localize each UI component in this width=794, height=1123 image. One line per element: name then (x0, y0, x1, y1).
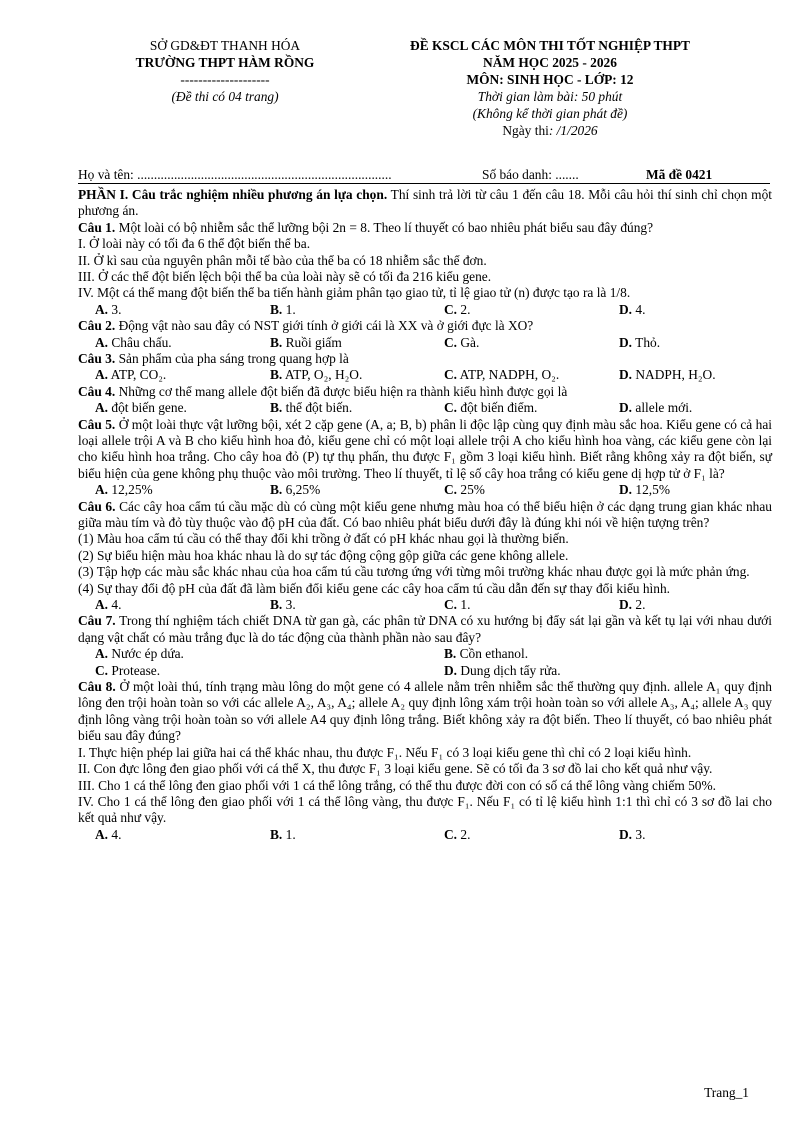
question-1 (78, 220, 772, 236)
statement: I. Thực hiện phép lai giữa hai cá thể khác nhau, thu được F₁. Nếu F₁ có 3 loại kiểu gene thì chỉ có 2 loại kiểu hình. (78, 744, 692, 760)
option-key: D. (444, 662, 458, 678)
option-text: Protease. (108, 662, 161, 678)
options-row (78, 335, 772, 351)
option (95, 335, 172, 351)
option (444, 482, 485, 498)
question-label: Câu 1. (78, 219, 116, 235)
option (619, 597, 645, 613)
part-instruction: Thí sinh trả lời từ câu 1 đến câu 18. Mỗi câu hỏi thí sinh chỉ chọn một phương án. (78, 187, 772, 219)
options-row (78, 367, 772, 383)
question-4 (78, 384, 772, 400)
option-key: A. (95, 482, 109, 498)
question-label: Câu 5. (78, 416, 116, 432)
option (444, 302, 470, 318)
header-dashes: -------------------- (180, 72, 270, 87)
questions-content (78, 187, 772, 843)
option-key: C. (444, 301, 458, 317)
option-text: 2. (632, 597, 646, 613)
options-row (78, 663, 772, 679)
statement: (1) Màu hoa cẩm tú cầu có thể thay đổi khi trồng ở đất có pH khác nhau gọi là thường biến. (78, 531, 569, 547)
option-text: 12,25% (108, 482, 153, 498)
option-text: 3. (108, 301, 122, 317)
option (619, 302, 645, 318)
id-field: Số báo danh: ....... (482, 167, 579, 182)
options-row (78, 646, 772, 662)
option-key: B. (270, 301, 283, 317)
option (444, 827, 470, 843)
option-text: 3. (632, 826, 646, 842)
options-row (78, 482, 772, 498)
option-text: allele mới. (632, 400, 693, 416)
option (95, 663, 160, 679)
options-row (78, 597, 772, 613)
option (95, 302, 121, 318)
page-footer: Trang_1 (704, 1085, 749, 1100)
school-name: TRƯỜNG THPT HÀM RỒNG (135, 55, 315, 70)
option-key: A. (95, 646, 109, 662)
option-key: B. (270, 482, 283, 498)
option-text: 2. (457, 301, 471, 317)
option-text: Nước ép dứa. (108, 646, 184, 662)
statement: (4) Sự thay đổi độ pH của đất đã làm biến đổi kiểu gene các cây hoa cẩm tú cầu dẫn đến sự thay đổi kiểu hình. (78, 580, 670, 596)
option (95, 827, 121, 843)
option-text: Châu chấu. (108, 334, 172, 350)
option-text: 1. (282, 301, 296, 317)
option-key: A. (95, 597, 109, 613)
option-key: D. (619, 826, 633, 842)
option-key: C. (444, 482, 458, 498)
option (95, 597, 121, 613)
option (270, 335, 342, 351)
question-text: Các cây hoa cẩm tú cầu mặc dù có cùng một kiểu gene nhưng màu hoa có thể biểu hiện ở các dạng trung gian khác nhau giữa màu tím và đỏ tùy thuộc vào độ pH của đất. Có bao nhiêu phát biểu dưới đây là đúng khi nói về hiện tượng trên? (78, 498, 772, 531)
option-text: 6,25% (282, 482, 321, 498)
option-text: đột biến gene. (108, 400, 187, 416)
school-year: NĂM HỌC 2025 - 2026 (483, 55, 617, 70)
question-label: Câu 3. (78, 351, 116, 367)
option-key: D. (619, 367, 633, 383)
part-heading (78, 187, 772, 220)
statement: IV. Cho 1 cá thể lông đen giao phối với 1 cá thể lông vàng, thu được F₁. Nếu F₁ có tỉ lệ kiểu hình 1:1 thì chỉ có 3 sơ đồ lai cho kết quả như vậy. (78, 793, 772, 826)
question-label: Câu 8. (78, 679, 116, 695)
option-text: Ruồi giấm (282, 334, 342, 350)
option-text: 12,5% (632, 482, 670, 498)
question-label: Câu 6. (78, 498, 116, 514)
option (444, 367, 559, 383)
statement: III. Cho 1 cá thể lông đen giao phối với 1 cá thể lông trắng, có thể thu được đời con có số cá thể lông vàng chiếm 50%. (78, 777, 716, 793)
exam-title: ĐỀ KSCL CÁC MÔN THI TỐT NGHIỆP THPT (410, 38, 690, 53)
option (444, 663, 561, 679)
question-3 (78, 351, 772, 367)
option-key: D. (619, 334, 633, 350)
statement: II. Ở kì sau của nguyên phân mỗi tế bào của thể ba có 18 nhiễm sắc thể đơn. (78, 252, 487, 268)
exam-date-value: : /1/2026 (548, 123, 598, 138)
option-text: đột biến điểm. (457, 400, 538, 416)
header-left (100, 37, 350, 105)
student-info-line (78, 166, 770, 183)
question-text: Một loài có bộ nhiễm sắc thể lưỡng bội 2n = 8. Theo lí thuyết có bao nhiêu phát biểu sau đây đúng? (115, 219, 654, 235)
option-text: 2. (457, 826, 471, 842)
header-divider (78, 183, 770, 184)
option-text: Gà. (457, 334, 480, 350)
option-key: A. (95, 301, 109, 317)
exam-code: Mã đề 0421 (646, 167, 713, 182)
option (95, 482, 153, 498)
option-key: D. (619, 482, 633, 498)
department-name: SỞ GD&ĐT THANH HÓA (149, 38, 301, 53)
statement: (2) Sự biểu hiện màu hoa khác nhau là do sự tác động cộng gộp giữa các gene không allele. (78, 547, 569, 563)
question-5 (78, 417, 772, 483)
name-field: Họ và tên: ............................................................................ (78, 167, 392, 182)
option (619, 827, 645, 843)
option-key: B. (270, 334, 283, 350)
option (270, 302, 296, 318)
options-row (78, 400, 772, 416)
question-2 (78, 318, 772, 334)
option-key: B. (444, 646, 457, 662)
header-right (364, 37, 736, 139)
option-text: Thỏ. (632, 334, 661, 350)
option-key: D. (619, 597, 633, 613)
exam-date (364, 122, 736, 139)
option-text: Dung dịch tẩy rửa. (457, 662, 561, 678)
option-text: 1. (282, 826, 296, 842)
option-text: 1. (457, 597, 471, 613)
option (270, 367, 362, 383)
option-key: C. (444, 334, 458, 350)
option (444, 335, 479, 351)
option-text: NADPH, H₂O. (632, 367, 716, 383)
option-text: thể đột biến. (282, 400, 353, 416)
option-key: C. (444, 597, 458, 613)
option-key: D. (619, 400, 633, 416)
statement: (3) Tập hợp các màu sắc khác nhau của hoa cẩm tú cầu tương ứng với từng môi trường khác nhau được gọi là mức phản ứng. (78, 564, 750, 580)
question-text: Ở một loài thú, tính trạng màu lông do một gene có 4 allele nằm trên nhiễm sắc thể thường quy định. allele A₁ quy định lông đen trội hoàn toàn so với các allele A₂, A₃, A₄; allele A₂ quy định lông xám trội hoàn toàn so với allele A₃, A₄; allele A₃ quy định lông vàng trội hoàn toàn so với allele A4 quy định lông trắng. Biết không xảy ra đột biến. Theo lí thuyết, có bao nhiêu phát biểu sau đây đúng? (78, 679, 772, 744)
option (619, 400, 692, 416)
question-text: Trong thí nghiệm tách chiết DNA từ gan gà, các phân tử DNA có xu hướng bị đẩy sát lại gần và kết tụ lại với nhau dưới dạng vật chất có màu trắng đục là do tác động của thành phần nào sau đây? (78, 613, 772, 645)
option (270, 482, 320, 498)
option-key: D. (619, 301, 633, 317)
question-label: Câu 7. (78, 613, 116, 629)
option (619, 482, 670, 498)
option-key: B. (270, 367, 283, 383)
time-note: (Không kể thời gian phát đề) (472, 106, 628, 121)
option-key: A. (95, 334, 109, 350)
option-key: B. (270, 400, 283, 416)
option-text: 25% (457, 482, 485, 498)
question-7 (78, 613, 772, 646)
option (619, 335, 660, 351)
exam-date-label: Ngày thi (502, 123, 549, 138)
option (270, 400, 352, 416)
option (95, 646, 184, 662)
option-text: Cồn ethanol. (456, 646, 529, 662)
question-8 (78, 679, 772, 745)
option (270, 827, 296, 843)
options-row (78, 302, 772, 318)
options-row (78, 827, 772, 843)
part-title: PHẦN I. Câu trắc nghiệm nhiều phương án lựa chọn. (78, 187, 388, 202)
option-key: A. (95, 826, 109, 842)
option-key: C. (444, 367, 458, 383)
option-key: C. (444, 400, 458, 416)
time-limit: Thời gian làm bài: 50 phút (477, 89, 623, 104)
option-text: 3. (282, 597, 296, 613)
subject-line: MÔN: SINH HỌC - LỚP: 12 (466, 72, 634, 87)
question-label: Câu 2. (78, 318, 116, 334)
option (444, 597, 470, 613)
option-text: 4. (108, 597, 122, 613)
option (444, 646, 528, 662)
option (95, 367, 166, 383)
question-text: Những cơ thể mang allele đột biến đã được biểu hiện ra thành kiểu hình được gọi là (115, 383, 568, 399)
option-key: A. (95, 367, 109, 383)
question-text: Ở một loài thực vật lưỡng bội, xét 2 cặp gene (A, a; B, b) phân li độc lập cùng quy định màu sắc hoa. Kiểu gene có cả hai loại allele trội A và B cho kiểu hình hoa đỏ, kiểu gene chỉ có một loại allele trội A cho kiểu hình hoa vàng, các kiểu gene còn lại cho kiểu hình hoa trắng. Cho cây hoa đỏ (P) tự thụ phấn, thu được F₁ gồm 3 loại kiểu hình. Biết rằng không xảy ra đột biến, sự biểu hiện của gene không phụ thuộc vào môi trường. Theo lí thuyết, tỉ lệ số cây hoa trắng có kiểu gene dị hợp tử ở F₁ là? (78, 416, 772, 481)
option-key: B. (270, 597, 283, 613)
option (95, 400, 187, 416)
statement: III. Ở các thể đột biến lệch bội thể ba của loài này sẽ có tối đa 216 kiểu gene. (78, 269, 492, 285)
option-text: ATP, CO₂. (108, 367, 167, 383)
question-text: Động vật nào sau đây có NST giới tính ở giới cái là XX và ở giới đực là XO? (115, 318, 534, 334)
question-label: Câu 4. (78, 383, 116, 399)
statement: I. Ở loài này có tối đa 6 thể đột biến thể ba. (78, 236, 311, 252)
option-key: C. (444, 826, 458, 842)
option-text: ATP, O₂, H₂O. (282, 367, 363, 383)
question-6 (78, 499, 772, 532)
statement: II. Con đực lông đen giao phối với cá thể X, thu được F₁ 3 loại kiểu gene. Sẽ có tối đa 3 sơ đồ lai cho kết quả như vậy. (78, 761, 713, 777)
option-text: 4. (108, 826, 122, 842)
statement: IV. Một cá thể mang đột biến thể ba tiến hành giảm phân tạo giao tử, tỉ lệ giao tử (n) được tạo ra là 1/8. (78, 285, 631, 301)
option-key: A. (95, 400, 109, 416)
option-key: C. (95, 662, 109, 678)
option-key: B. (270, 826, 283, 842)
option (270, 597, 296, 613)
option-text: ATP, NADPH, O₂. (457, 367, 560, 383)
question-text: Sản phẩm của pha sáng trong quang hợp là (115, 351, 349, 367)
option-text: 4. (632, 301, 646, 317)
option (619, 367, 716, 383)
pages-note: (Đề thi có 04 trang) (171, 89, 279, 104)
option (444, 400, 537, 416)
